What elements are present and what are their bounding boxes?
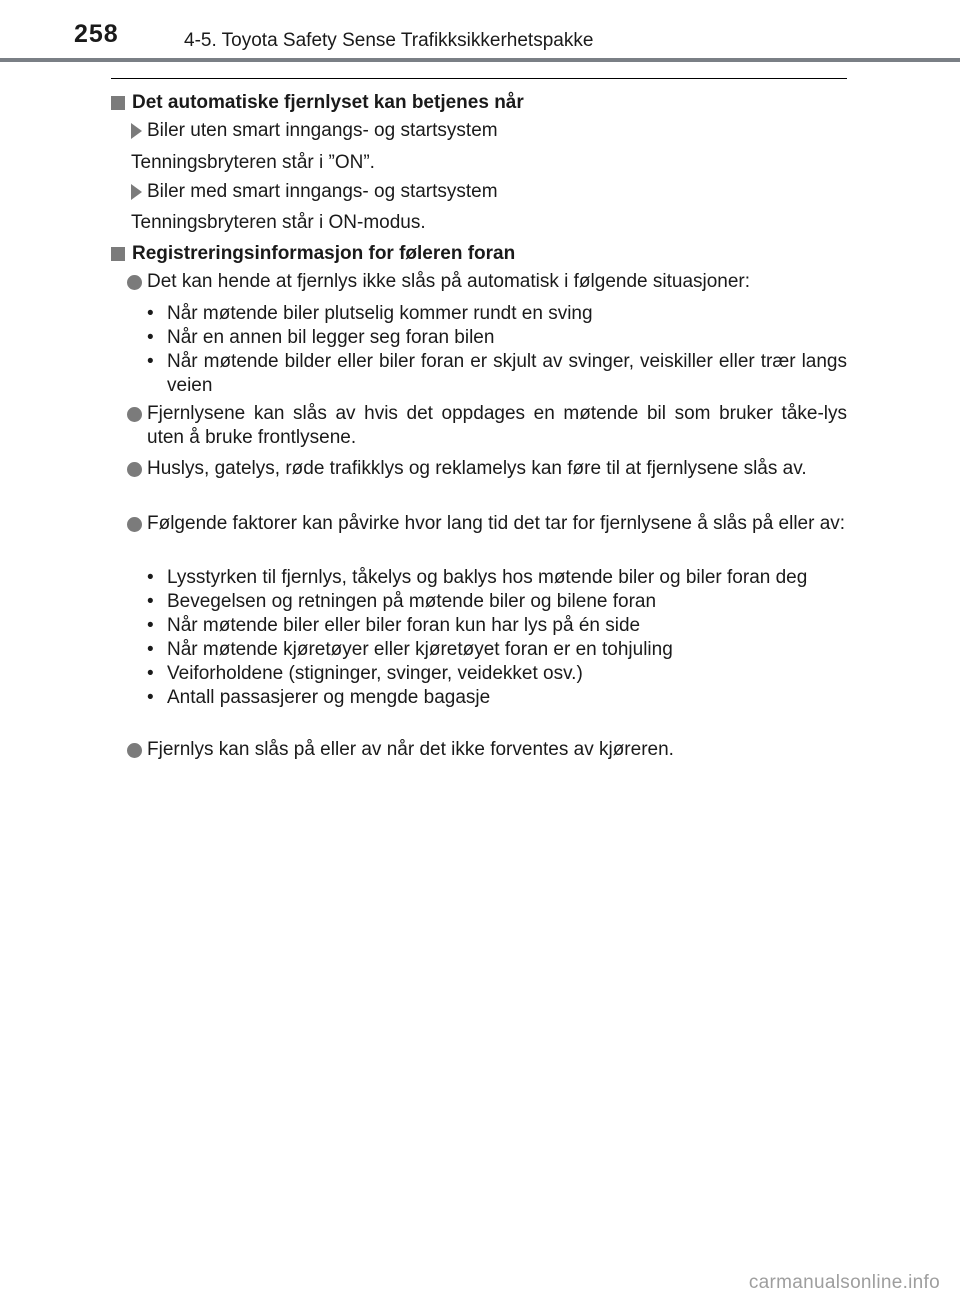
list-item: • Antall passasjerer og mengde bagasje — [147, 686, 847, 710]
note-text: Huslys, gatelys, røde trafikklys og reklamelys kan føre til at fjernlysene slås av. — [147, 458, 807, 479]
section-heading-operation — [111, 92, 524, 114]
note-text: Fjernlys kan slås på eller av når det ikke forventes av kjøreren. — [147, 739, 674, 760]
circle-bullet-icon — [127, 407, 142, 422]
list-item: • Når en annen bil legger seg foran bilen — [147, 326, 847, 350]
list-item: • Når møtende biler eller biler foran kun har lys på én side — [147, 614, 847, 638]
triangle-bullet-icon — [131, 184, 142, 200]
square-bullet-icon — [111, 247, 125, 261]
chapter-title: 4-5. Toyota Safety Sense Trafikksikkerhetspakke — [184, 30, 594, 51]
circle-bullet-icon — [127, 743, 142, 758]
page-header — [0, 0, 960, 62]
case-label-with-smart — [131, 181, 498, 203]
note-item — [127, 512, 847, 536]
circle-bullet-icon — [127, 462, 142, 477]
header-divider — [0, 58, 960, 62]
heading-text: Det automatiske fjernlyset kan betjenes når — [132, 92, 524, 113]
watermark: carmanualsonline.info — [748, 1272, 940, 1293]
note-item — [127, 402, 847, 450]
case-text-without-smart: Tenningsbryteren står i ”ON”. — [131, 152, 375, 173]
note-text: Det kan hende at fjernlys ikke slås på automatisk i følgende situasjoner: — [147, 271, 751, 292]
square-bullet-icon — [111, 96, 125, 110]
note-text: Fjernlysene kan slås av hvis det oppdages en møtende bil som bruker tåke-lys uten å bruke frontlysene. — [147, 403, 847, 448]
page-number: 258 — [74, 20, 119, 48]
case-text-with-smart: Tenningsbryteren står i ON-modus. — [131, 212, 426, 233]
note-item — [127, 457, 847, 481]
list-item: • Lysstyrken til fjernlys, tåkelys og baklys hos møtende biler og biler foran deg — [147, 566, 847, 590]
case-label-text: Biler uten smart inngangs- og startsystem — [147, 120, 498, 141]
circle-bullet-icon — [127, 517, 142, 532]
case-label-without-smart — [131, 120, 498, 142]
section-rule — [111, 78, 847, 79]
list-item: • Veiforholdene (stigninger, svinger, veidekket osv.) — [147, 662, 847, 686]
circle-bullet-icon — [127, 275, 142, 290]
list-item: • Bevegelsen og retningen på møtende biler og bilene foran — [147, 590, 847, 614]
list-item: • Når møtende bilder eller biler foran er skjult av svinger, veiskiller eller trær langs veien — [147, 350, 847, 398]
case-label-text: Biler med smart inngangs- og startsystem — [147, 181, 498, 202]
triangle-bullet-icon — [131, 123, 142, 139]
situation-list — [147, 302, 847, 398]
note-item — [127, 270, 847, 294]
note-text: Følgende faktorer kan påvirke hvor lang tid det tar for fjernlysene å slås på eller av: — [147, 513, 846, 534]
section-heading-sensor — [111, 243, 515, 265]
list-item: • Når møtende biler plutselig kommer rundt en sving — [147, 302, 847, 326]
heading-text: Registreringsinformasjon for føleren foran — [132, 243, 516, 264]
list-item: • Når møtende kjøretøyer eller kjøretøyet foran er en tohjuling — [147, 638, 847, 662]
factor-list — [147, 566, 847, 710]
note-item — [127, 738, 847, 762]
